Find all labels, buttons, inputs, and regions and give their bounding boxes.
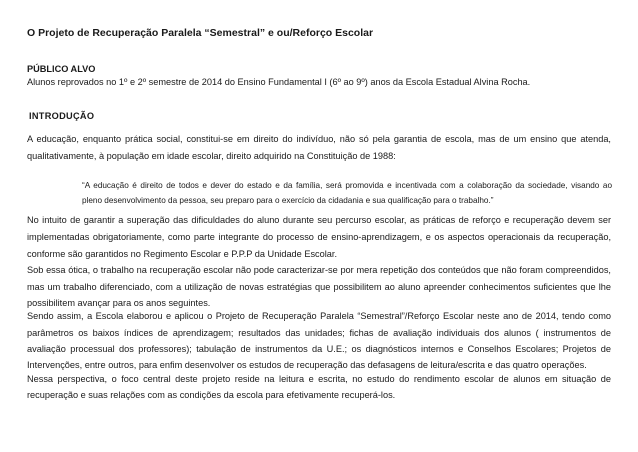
- introducao-heading: INTRODUÇÃO: [29, 111, 95, 121]
- body-line-5: mas um trabalho diferenciado, com a utilização de novas estratégias que possibilitem ao aluno apreender conhecimentos suficientes que lhe: [27, 282, 611, 292]
- intro-line-1: A educação, enquanto prática social, constitui-se em direito do indivíduo, não só pela garantia de escola, mas de um ensino que atenda,: [27, 134, 611, 144]
- body-line-6: possibilitem avançar para os anos seguintes.: [27, 298, 211, 308]
- body-line-2: implementadas obrigatoriamente, como parte integrante do processo de ensino-aprendizagem, e os aspectos operacionais da recuperação,: [27, 232, 611, 242]
- body-line-10: Intervenções, entre outros, para enfim desenvolver os estudos de recuperação das defasagens de leitura/escrita e das quatro operações.: [27, 360, 587, 370]
- body-line-3: conforme são garantidos no Regimento Escolar e P.P.P da Unidade Escolar.: [27, 249, 338, 259]
- body-line-11: Nessa perspectiva, o foco central deste projeto reside na leitura e escrita, no estudo do rendimento escolar de alunos em situação de: [27, 374, 611, 384]
- body-line-9: avaliação processual dos professores); tabulação de instrumentos da U.E.; os diagnósticos internos e Conselhos Escolares; Projetos de: [27, 344, 611, 354]
- publico-alvo-heading: PÚBLICO ALVO: [27, 64, 96, 74]
- body-line-1: No intuito de garantir a superação das dificuldades do aluno durante seu percurso escolar, as práticas de reforço e recuperação devem ser: [27, 215, 611, 225]
- body-line-8: parâmetros os baixos índices de aprendizagem; resultados das unidades; fichas de avaliação individuais dos alunos ( instrumentos de: [27, 328, 611, 338]
- publico-alvo-text: Alunos reprovados no 1º e 2º semestre de 2014 do Ensino Fundamental I (6º ao 9º) anos da Escola Estadual Alvina Rocha.: [27, 77, 531, 87]
- quote-line-2: pleno desenvolvimento da pessoa, seu preparo para o exercício da cidadania e sua qualificação para o trabalho.”: [82, 196, 494, 205]
- intro-line-2: qualitativamente, à população em idade escolar, direito adquirido na Constituição de 1988:: [27, 151, 396, 161]
- body-line-7: Sendo assim, a Escola elaborou e aplicou o Projeto de Recuperação Paralela “Semestral”/Reforço Escolar neste ano de 2014, tendo como: [27, 311, 611, 321]
- body-line-12: recuperação e suas relações com as condições da escola para efetivamente recuperá-los.: [27, 390, 396, 400]
- document-title: O Projeto de Recuperação Paralela “Semestral” e ou/Reforço Escolar: [27, 27, 374, 39]
- body-line-4: Sob essa ótica, o trabalho na recuperação escolar não pode caracterizar-se por mera repetição dos conteúdos que não foram compreendidos,: [27, 265, 611, 275]
- quote-line-1: “A educação é direito de todos e dever do estado e da família, será promovida e incentivada com a colaboração da sociedade, visando ao: [82, 181, 612, 190]
